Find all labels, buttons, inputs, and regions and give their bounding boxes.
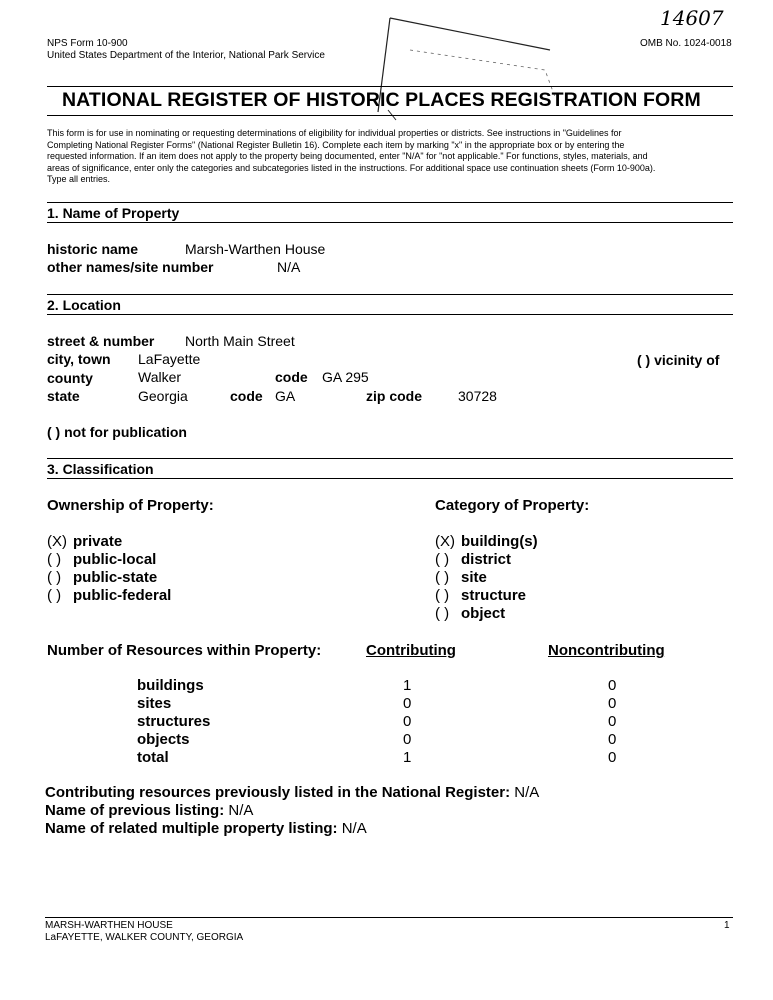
county-label: county bbox=[47, 370, 93, 386]
section3-heading: 3. Classification bbox=[47, 461, 154, 477]
checkbox-mark: (X) bbox=[47, 533, 67, 550]
noncontributing-count: 0 bbox=[608, 713, 617, 730]
table-row bbox=[137, 731, 637, 749]
contributing-count: 1 bbox=[403, 749, 412, 766]
resource-label: objects bbox=[137, 731, 190, 748]
zip-value: 30728 bbox=[458, 388, 497, 404]
ownership-label: public-state bbox=[73, 569, 158, 586]
ownership-label: public-federal bbox=[73, 587, 172, 604]
list-item bbox=[435, 587, 538, 605]
previous-listing-value: N/A bbox=[228, 802, 254, 819]
section3-rule-top bbox=[47, 458, 733, 459]
previously-listed-value: N/A bbox=[514, 784, 540, 801]
category-heading: Category of Property: bbox=[435, 497, 590, 514]
zip-label: zip code bbox=[366, 388, 423, 404]
resource-label: total bbox=[137, 749, 169, 766]
category-label: object bbox=[461, 605, 506, 622]
other-names-value: N/A bbox=[277, 259, 301, 275]
county-value: Walker bbox=[138, 369, 182, 385]
section3-rule-bottom bbox=[47, 478, 733, 479]
previously-listed-label: Contributing resources previously listed in the National Register: bbox=[45, 784, 511, 801]
list-item bbox=[47, 533, 171, 551]
checkbox-mark: ( ) bbox=[47, 569, 62, 586]
footer-property-name: MARSH-WARTHEN HOUSE bbox=[45, 920, 173, 931]
state-code-value: GA bbox=[275, 388, 296, 404]
page-number: 1 bbox=[724, 920, 730, 931]
instruction-line: requested information. If an item does not apply to the property being documented, enter "N/A" for "not applicable." For functions, styles, materials, and bbox=[47, 151, 648, 161]
list-item bbox=[435, 533, 538, 551]
street-value: North Main Street bbox=[185, 333, 295, 349]
omb-number: OMB No. 1024-0018 bbox=[640, 38, 732, 49]
noncontributing-count: 0 bbox=[608, 677, 617, 694]
not-for-publication: ( ) not for publication bbox=[47, 424, 187, 440]
title-rule-top bbox=[47, 86, 733, 87]
instruction-line: Type all entries. bbox=[47, 174, 111, 184]
list-item bbox=[47, 551, 171, 569]
historic-name-value: Marsh-Warthen House bbox=[185, 241, 326, 257]
noncontributing-count: 0 bbox=[608, 695, 617, 712]
ownership-list bbox=[47, 533, 171, 605]
checkbox-mark: ( ) bbox=[435, 569, 450, 586]
state-code-label: code bbox=[230, 388, 263, 404]
checkbox-mark: ( ) bbox=[47, 587, 62, 604]
section2-rule-top bbox=[47, 294, 733, 295]
state-label: state bbox=[47, 388, 80, 404]
related-listing-label: Name of related multiple property listing: bbox=[45, 820, 338, 837]
street-label: street & number bbox=[47, 333, 155, 349]
noncontributing-header: Noncontributing bbox=[548, 642, 665, 659]
contributing-header: Contributing bbox=[366, 642, 456, 659]
contributing-count: 0 bbox=[403, 695, 412, 712]
handwritten-number: 14607 bbox=[660, 6, 724, 30]
contributing-count: 1 bbox=[403, 677, 412, 694]
checkbox-mark: (X) bbox=[435, 533, 455, 550]
list-item bbox=[47, 569, 171, 587]
resource-label: structures bbox=[137, 713, 211, 730]
category-label: structure bbox=[461, 587, 527, 604]
form-title: NATIONAL REGISTER OF HISTORIC PLACES REGISTRATION FORM bbox=[62, 89, 701, 111]
list-item bbox=[435, 605, 538, 623]
instruction-line: Completing National Register Forms" (National Register Bulletin 16). Complete each item by marking "x" in the appropriate box or by entering the bbox=[47, 139, 625, 150]
checkbox-mark: ( ) bbox=[435, 605, 450, 622]
table-row bbox=[137, 713, 637, 731]
table-row bbox=[137, 749, 637, 767]
table-row bbox=[137, 677, 637, 695]
previous-listing-row bbox=[45, 802, 253, 819]
noncontributing-count: 0 bbox=[608, 749, 617, 766]
category-label: site bbox=[461, 569, 487, 586]
city-label: city, town bbox=[47, 351, 111, 367]
section1-heading: 1. Name of Property bbox=[47, 205, 180, 221]
resource-label: buildings bbox=[137, 677, 204, 694]
resources-heading: Number of Resources within Property: bbox=[47, 642, 322, 659]
category-list bbox=[435, 533, 538, 623]
previous-listing-label: Name of previous listing: bbox=[45, 802, 225, 819]
section1-rule-top bbox=[47, 202, 733, 203]
category-label: district bbox=[461, 551, 512, 568]
ownership-label: private bbox=[73, 533, 123, 550]
category-label: building(s) bbox=[461, 533, 538, 550]
ownership-heading: Ownership of Property: bbox=[47, 497, 214, 514]
city-value: LaFayette bbox=[138, 351, 201, 367]
table-row bbox=[137, 695, 637, 713]
ownership-label: public-local bbox=[73, 551, 157, 568]
instruction-line: This form is for use in nominating or requesting determinations of eligibility for individual properties or districts. See instructions in "Guidelines for bbox=[47, 128, 622, 138]
related-listing-row bbox=[45, 820, 367, 837]
contributing-count: 0 bbox=[403, 731, 412, 748]
noncontributing-count: 0 bbox=[608, 731, 617, 748]
other-names-label: other names/site number bbox=[47, 259, 214, 275]
title-rule-bottom bbox=[47, 115, 733, 116]
footer-rule bbox=[45, 917, 733, 918]
section1-rule-bottom bbox=[47, 222, 733, 223]
instruction-line: areas of significance, enter only the categories and subcategories listed in the instructions. For additional space use continuation sheets (Form 10-900a). bbox=[47, 162, 656, 173]
previously-listed-row bbox=[45, 784, 539, 801]
related-listing-value: N/A bbox=[341, 820, 367, 837]
checkbox-mark: ( ) bbox=[435, 587, 450, 604]
section2-heading: 2. Location bbox=[47, 297, 121, 313]
list-item bbox=[435, 551, 538, 569]
county-code-label: code bbox=[275, 369, 308, 385]
state-value: Georgia bbox=[138, 388, 188, 404]
list-item bbox=[47, 587, 171, 605]
resources-table bbox=[137, 677, 637, 767]
instructions bbox=[47, 128, 737, 186]
historic-name-label: historic name bbox=[47, 241, 139, 257]
resource-label: sites bbox=[137, 695, 172, 712]
vicinity-checkbox: ( ) vicinity of bbox=[637, 352, 720, 368]
county-code-value: GA 295 bbox=[322, 369, 369, 385]
contributing-count: 0 bbox=[403, 713, 412, 730]
section2-rule-bottom bbox=[47, 314, 733, 315]
list-item bbox=[435, 569, 538, 587]
department-line: United States Department of the Interior, National Park Service bbox=[47, 50, 325, 61]
checkbox-mark: ( ) bbox=[47, 551, 62, 568]
form-number: NPS Form 10-900 bbox=[47, 38, 128, 49]
checkbox-mark: ( ) bbox=[435, 551, 450, 568]
footer-location: LaFAYETTE, WALKER COUNTY, GEORGIA bbox=[45, 932, 244, 943]
